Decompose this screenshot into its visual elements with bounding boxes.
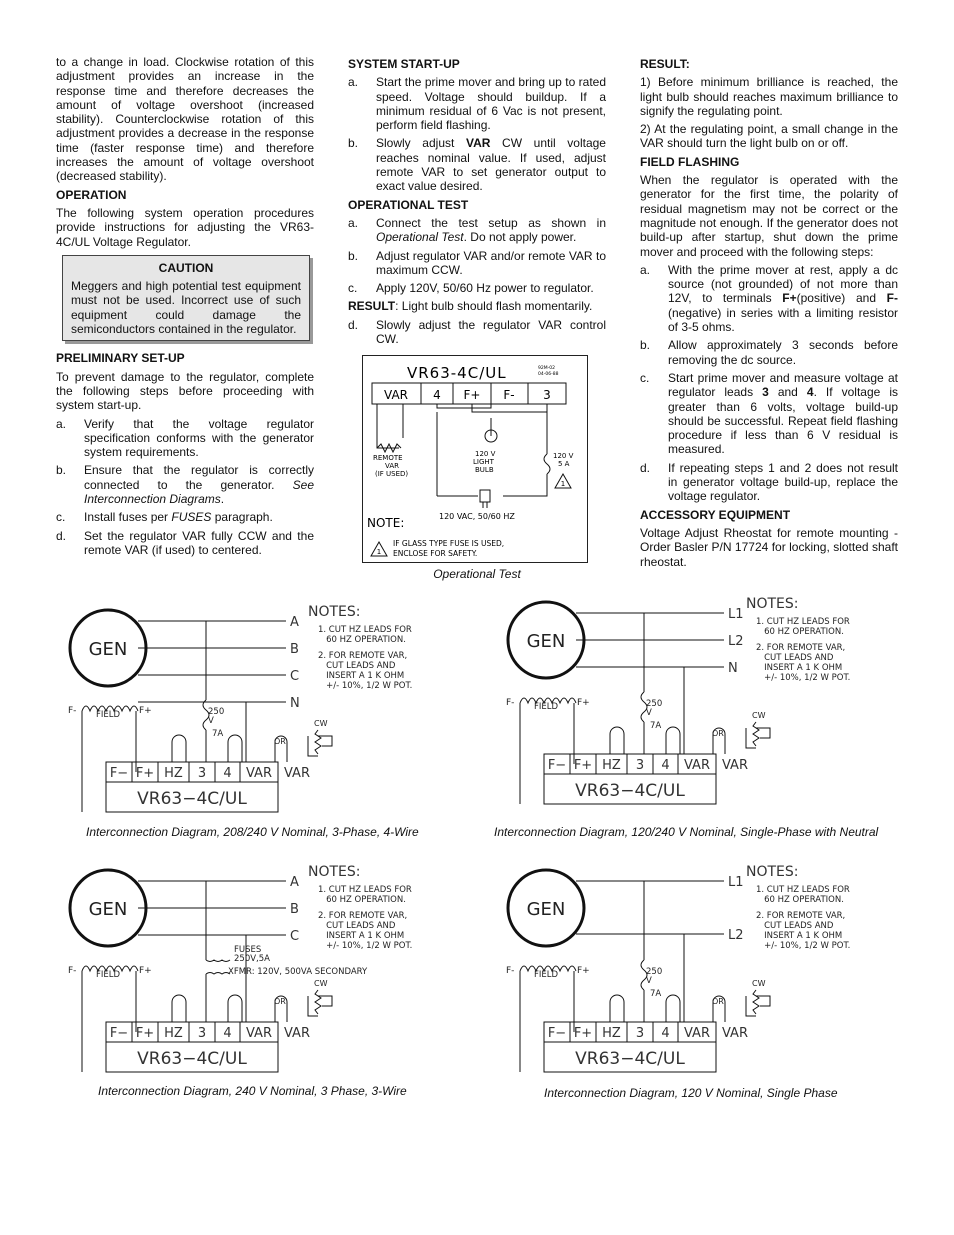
pot-wire — [308, 996, 318, 1016]
prelim-heading: PRELIMINARY SET-UP — [56, 351, 185, 366]
terminal-label: 4 — [661, 1026, 670, 1041]
lead-label: L2 — [728, 634, 744, 649]
accessory-text: Voltage Adjust Rheostat for remote mounting - Order Basler P/N 17724 for locking, slotted shaft rheostat. — [640, 525, 898, 569]
lead-label: N — [728, 661, 738, 676]
startup-heading: SYSTEM START-UP — [348, 57, 460, 71]
terminal-label: F− — [547, 1026, 567, 1041]
terminal-label: HZ — [602, 1026, 621, 1041]
terminal-label: F− — [547, 758, 567, 773]
loop-lead — [610, 995, 624, 1022]
note-2: CUT LEADS AND — [756, 921, 834, 931]
fig-bulb-3: BULB — [475, 466, 494, 475]
regulator-model: VR63−4C/UL — [575, 1049, 685, 1069]
operation-text: The following system operation procedures provide instructions for adjusting the VR63-4C/UL Voltage Regulator. — [56, 205, 314, 249]
fuse-250-label: 250 — [208, 707, 225, 717]
optest-step-b: b. Adjust regulator VAR and/or remote VAR to maximum CCW. — [348, 248, 606, 277]
note-2: +/- 10%, 1/2 W POT. — [318, 681, 413, 691]
fig-term-3: 3 — [543, 388, 551, 403]
pot-symbol — [315, 730, 321, 754]
terminal-label: 4 — [223, 766, 232, 781]
fuse-250-label: 250 — [646, 699, 663, 709]
diagram-240-3wire — [64, 856, 464, 1084]
regulator-model: VR63−4C/UL — [575, 781, 685, 801]
note-2: +/- 10%, 1/2 W POT. — [756, 941, 851, 951]
terminal-label: 3 — [635, 758, 645, 773]
lead-label: L2 — [728, 928, 744, 943]
terminal-label: HZ — [164, 766, 183, 781]
notes-title: NOTES: — [308, 604, 361, 620]
cw-label: CW — [314, 979, 328, 988]
fuse-250-label: V — [208, 716, 214, 726]
diagram-208-240 — [64, 596, 464, 824]
fig-code-2: 04-06-88 — [538, 372, 559, 378]
terminal-label: 4 — [661, 758, 670, 773]
terminal-label: HZ — [602, 758, 621, 773]
or-label: OR — [712, 997, 724, 1006]
field-label: FIELD — [534, 970, 559, 980]
diagram-120-240-svg — [502, 588, 902, 813]
terminal-label: F+ — [135, 766, 155, 781]
f-plus-label: F+ — [577, 698, 590, 708]
flash-text: When the regulator is operated with the generator for the first time, the polarity of residual magnetism may not be correct or the magnitude not enough. If the generator does not build-up after startup, shut down the prime mover and proceed with the following steps: — [640, 173, 898, 259]
loop-lead — [172, 735, 186, 762]
operation-heading: OPERATION — [56, 187, 127, 202]
fuses-label: FUSES — [234, 945, 262, 955]
note-1: 60 HZ OPERATION. — [318, 895, 406, 905]
lead-label: N — [290, 696, 300, 711]
prelim-text: To prevent damage to the regulator, complete the following steps before proceeding with system start-up. — [56, 369, 314, 413]
operational-test-caption: Operational Test — [433, 567, 521, 582]
prelim-step-d: d. Set the regulator VAR fully CCW and the remote VAR (if used) to centered. — [56, 528, 314, 557]
generator-label: GEN — [88, 639, 128, 660]
var-label: VAR — [722, 1026, 748, 1041]
lead-label: A — [290, 615, 299, 630]
note-2: INSERT A 1 K OHM — [318, 671, 405, 681]
pot-symbol — [753, 990, 759, 1014]
note-2: +/- 10%, 1/2 W POT. — [756, 673, 851, 683]
loop-lead — [666, 727, 680, 754]
xfmr-label: XFMR: 120V, 500VA SECONDARY — [228, 967, 368, 977]
fig-term-var: VAR — [384, 388, 408, 403]
note-2: CUT LEADS AND — [318, 921, 396, 931]
fig-remote-var-1: REMOTE — [373, 454, 403, 463]
note-2: INSERT A 1 K OHM — [756, 931, 843, 941]
fig-term-fplus: F+ — [463, 388, 481, 403]
f-minus-label: F- — [68, 966, 77, 976]
pot-wire — [746, 996, 756, 1016]
caution-box — [62, 255, 310, 341]
note-1: 60 HZ OPERATION. — [756, 627, 844, 637]
fig-term-fminus: F- — [503, 388, 515, 403]
startup-step-a: a. Start the prime mover and bring up to rated speed. Voltage should buildup. If a minimum residual of 6 Vac is not present, perform field flashing. — [348, 75, 606, 133]
diagram-208-240-caption: Interconnection Diagram, 208/240 V Nominal, 3-Phase, 4-Wire — [86, 825, 419, 839]
fig-note-line-2: ENCLOSE FOR SAFETY. — [393, 549, 478, 559]
fig-code-1: 92M-02 — [538, 366, 555, 372]
lead-label: B — [290, 642, 299, 657]
fig-note-title: NOTE: — [367, 516, 405, 531]
terminal-label: 3 — [197, 1026, 207, 1041]
fuse-250-label: 250 — [646, 967, 663, 977]
notes-title: NOTES: — [308, 864, 361, 880]
diagram-120-single-svg — [502, 856, 902, 1081]
f-minus-label: F- — [506, 966, 515, 976]
flash-heading: FIELD FLASHING — [640, 154, 740, 169]
note-2: 2. FOR REMOTE VAR, — [318, 651, 408, 661]
diagram-120-single — [502, 856, 902, 1084]
terminal-label: 3 — [197, 766, 207, 781]
note-1: 60 HZ OPERATION. — [318, 635, 406, 645]
caution-title: CAUTION — [158, 260, 214, 275]
operational-test-svg — [363, 356, 587, 562]
prelim-step-c: c. Install fuses per FUSES paragraph. — [56, 510, 273, 525]
pot-symbol — [753, 722, 759, 746]
caution-text: Meggers and high potential test equipment must not be used. Incorrect use of such equipment could damage the semiconductors contained in the regulator. — [71, 279, 301, 337]
regulator-model: VR63−4C/UL — [137, 1049, 247, 1069]
terminal-label: HZ — [164, 1026, 183, 1041]
lead-label: L1 — [728, 607, 744, 622]
terminal-label: VAR — [246, 766, 272, 781]
cw-label: CW — [752, 711, 766, 720]
result-2: 2) At the regulating point, a small change in the VAR should turn the light bulb on or off. — [640, 122, 898, 151]
lead-label: B — [290, 902, 299, 917]
column-3 — [640, 55, 898, 573]
var-label: VAR — [722, 758, 748, 773]
or-label: OR — [274, 997, 286, 1006]
fuse-7a-label: 7A — [212, 729, 224, 739]
or-label: OR — [274, 737, 286, 746]
fuse-7a-label: 7A — [650, 721, 662, 731]
notes-title: NOTES: — [746, 864, 799, 880]
diagram-120-240-caption: Interconnection Diagram, 120/240 V Nominal, Single-Phase with Neutral — [494, 825, 879, 839]
terminal-label: VAR — [684, 1026, 710, 1041]
lead-label: C — [290, 669, 300, 684]
fuse-250-label: V — [646, 976, 652, 986]
flash-step-c: c. Start prime mover and measure voltage at regulator leads 3 and 4. If voltage is greater than 6 volts, voltage build-up should be successful. Repeat field flashing procedure if less than 6 V residual is measured. — [640, 370, 898, 457]
generator-label: GEN — [526, 631, 566, 652]
intro-paragraph: to a change in load. Clockwise rotation of this adjustment provides an increase in the response time and therefore decreases the amount of voltage overshoot (increased stability). Counterclockwise rotation of this adjustment provides a decrease in the response time (faster response time) and therefore increases the amount of voltage overshoot (decreased stability). — [56, 55, 314, 184]
f-minus-label: F- — [506, 698, 515, 708]
diagram-120-240 — [502, 588, 902, 816]
svg-text:1: 1 — [560, 480, 566, 489]
fig-model: VR63-4C/UL — [407, 364, 507, 383]
startup-step-b: b. Slowly adjust VAR CW until voltage reaches nominal value. If used, adjust remote VAR to set generator output to exact value desired. — [348, 136, 606, 194]
loop-lead — [610, 727, 624, 754]
prelim-step-a: a. Verify that the voltage regulator specification conforms with the generator system requirements. — [56, 416, 314, 460]
generator-label: GEN — [88, 899, 128, 920]
fig-remote-var-2: VAR — [385, 462, 399, 471]
loop-lead — [228, 995, 242, 1022]
note-1: 1. CUT HZ LEADS FOR — [756, 885, 850, 895]
fig-supply: 120 VAC, 50/60 HZ — [439, 512, 515, 522]
note-2: +/- 10%, 1/2 W POT. — [318, 941, 413, 951]
var-label: VAR — [284, 766, 310, 781]
terminal-label: F− — [109, 1026, 129, 1041]
prelim-step-b: b. Ensure that the regulator is correctly connected to the generator. See Interconnection Diagrams. — [56, 463, 314, 507]
result-1: 1) Before minimum brilliance is reached, the light bulb should reaches maximum brilliance to signify the regulating point. — [640, 75, 898, 118]
var-label: VAR — [284, 1026, 310, 1041]
fig-remote-var-3: (IF USED) — [375, 470, 409, 479]
optest-result: RESULT: Light bulb should flash momentarily. — [348, 299, 593, 314]
pot-symbol — [315, 990, 321, 1014]
field-label: FIELD — [96, 970, 121, 980]
regulator-model: VR63−4C/UL — [137, 789, 247, 809]
terminal-label: F− — [109, 766, 129, 781]
fig-bulb-1: 120 V — [475, 450, 496, 459]
terminal-label: F+ — [573, 1026, 593, 1041]
operational-test-figure — [362, 355, 588, 563]
fig-bulb-2: LIGHT — [473, 458, 494, 467]
field-label: FIELD — [96, 710, 121, 720]
lead-label: C — [290, 929, 300, 944]
terminal-label: 3 — [635, 1026, 645, 1041]
optest-heading: OPERATIONAL TEST — [348, 197, 469, 212]
result-heading: RESULT: — [640, 57, 690, 71]
svg-text:1: 1 — [376, 548, 382, 557]
note-2: 2. FOR REMOTE VAR, — [756, 911, 846, 921]
pot-wire — [746, 728, 756, 748]
loop-lead — [666, 995, 680, 1022]
note-1: 1. CUT HZ LEADS FOR — [756, 617, 850, 627]
note-2: INSERT A 1 K OHM — [756, 663, 843, 673]
flash-step-d: d. If repeating steps 1 and 2 does not result in generator voltage build-up, replace the voltage regulator. — [640, 460, 898, 504]
note-2: 2. FOR REMOTE VAR, — [756, 643, 846, 653]
diagram-120-single-caption: Interconnection Diagram, 120 V Nominal, Single Phase — [544, 1086, 838, 1100]
diagram-240-3wire-caption: Interconnection Diagram, 240 V Nominal, 3 Phase, 3-Wire — [98, 1084, 407, 1098]
fuse-7a-label: 7A — [650, 989, 662, 999]
or-label: OR — [712, 729, 724, 738]
column-2 — [348, 55, 606, 582]
optest-step-d: d. Slowly adjust the regulator VAR control CW. — [348, 317, 606, 347]
field-label: FIELD — [534, 702, 559, 712]
loop-lead — [228, 735, 242, 762]
fig-term-4: 4 — [433, 388, 441, 403]
note-2: 2. FOR REMOTE VAR, — [318, 911, 408, 921]
f-minus-label: F- — [68, 706, 77, 716]
fuses-label: 250V,5A — [234, 954, 270, 964]
lead-label: A — [290, 875, 299, 890]
note-2: CUT LEADS AND — [318, 661, 396, 671]
optest-step-c: c. Apply 120V, 50/60 Hz power to regulator. — [348, 281, 594, 296]
diagram-240-3wire-svg — [64, 856, 464, 1081]
notes-title: NOTES: — [746, 596, 799, 612]
flash-step-b: b. Allow approximately 3 seconds before removing the dc source. — [640, 338, 898, 367]
flash-step-a: a. With the prime mover at rest, apply a dc source (not grounded) of not more than 12V, to terminals F+(positive) and F-(negative) in series with a limiting resistor of 3-5 ohms. — [640, 262, 898, 335]
optest-step-a: a. Connect the test setup as shown in Operational Test. Do not apply power. — [348, 215, 606, 245]
pot-wire — [308, 736, 318, 756]
xfmr-coil — [206, 973, 230, 975]
note-2: CUT LEADS AND — [756, 653, 834, 663]
f-plus-label: F+ — [577, 966, 590, 976]
accessory-heading: ACCESSORY EQUIPMENT — [640, 507, 791, 522]
fig-note-line-1: IF GLASS TYPE FUSE IS USED, — [393, 539, 505, 549]
note-1: 1. CUT HZ LEADS FOR — [318, 885, 412, 895]
fuse-250-label: V — [646, 708, 652, 718]
terminal-label: F+ — [573, 758, 593, 773]
diagram-208-240-svg — [64, 596, 464, 821]
fig-fuse-2: 5 A — [558, 460, 570, 469]
column-1 — [56, 55, 314, 561]
cw-label: CW — [314, 719, 328, 728]
terminal-label: VAR — [246, 1026, 272, 1041]
terminal-label: 4 — [223, 1026, 232, 1041]
terminal-label: VAR — [684, 758, 710, 773]
cw-label: CW — [752, 979, 766, 988]
note-2: INSERT A 1 K OHM — [318, 931, 405, 941]
generator-label: GEN — [526, 899, 566, 920]
note-1: 60 HZ OPERATION. — [756, 895, 844, 905]
loop-lead — [172, 995, 186, 1022]
note-1: 1. CUT HZ LEADS FOR — [318, 625, 412, 635]
lead-label: L1 — [728, 875, 744, 890]
fig-fuse-1: 120 V — [553, 452, 574, 461]
terminal-label: F+ — [135, 1026, 155, 1041]
xfmr-coil — [206, 960, 230, 962]
f-plus-label: F+ — [139, 966, 152, 976]
f-plus-label: F+ — [139, 706, 152, 716]
